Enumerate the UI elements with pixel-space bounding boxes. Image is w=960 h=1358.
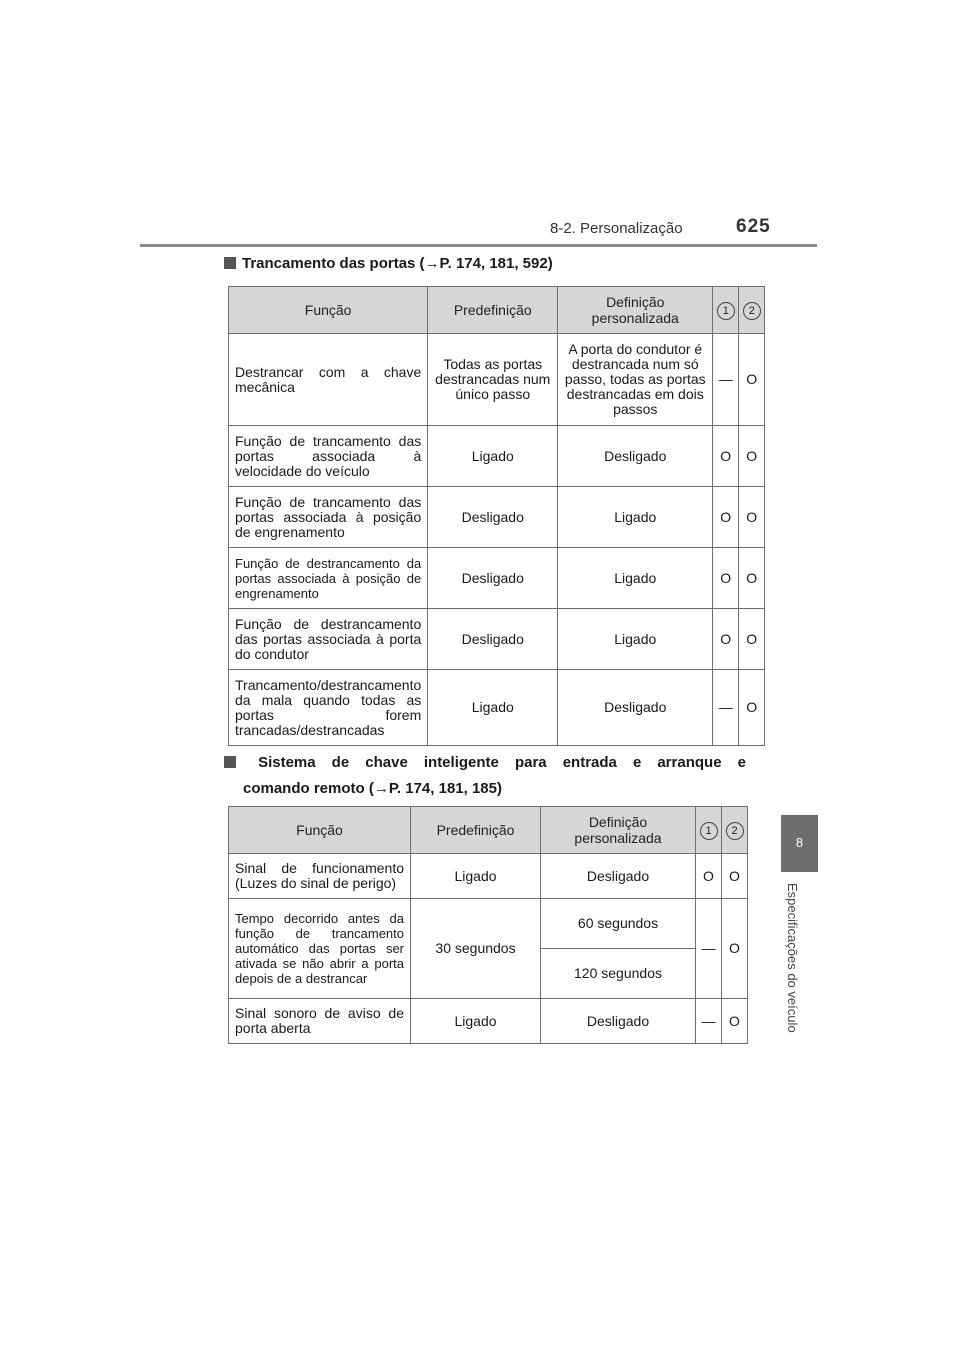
cell-col1: — (713, 670, 739, 746)
cell-col1: O (713, 548, 739, 609)
table-row (229, 609, 765, 670)
cell-definicao: 60 segundos (541, 899, 696, 949)
cell-col1: — (696, 899, 722, 999)
header-col2 (722, 807, 748, 854)
table-door-locking (228, 286, 765, 746)
cell-predefinicao: Desligado (428, 609, 558, 670)
title-word: inteligente (423, 754, 499, 771)
cell-funcao: Tempo decorrido antes da função de trancamento automático das portas ser ativada se não abrir a porta depois de a destrancar (229, 899, 411, 999)
cell-funcao: Sinal de funcionamento (Luzes do sinal de perigo) (229, 854, 411, 899)
cell-funcao: Sinal sonoro de aviso de porta aberta (229, 999, 411, 1044)
square-bullet-icon (224, 257, 236, 269)
cell-col2: O (739, 548, 765, 609)
chapter-label: Especificações do veículo (785, 883, 800, 1033)
cell-definicao: Ligado (558, 609, 713, 670)
cell-definicao: 120 segundos (541, 949, 696, 999)
circle-2-icon: 2 (743, 302, 761, 320)
section-title: 8-2. Personalização (550, 220, 683, 237)
cell-definicao: A porta do condutor é destrancada num só passo, todas as portas destrancadas em dois passos (558, 334, 713, 426)
cell-definicao: Ligado (558, 548, 713, 609)
cell-predefinicao: Desligado (428, 487, 558, 548)
table-row (229, 670, 765, 746)
cell-col1: — (696, 999, 722, 1044)
table-header-row (229, 287, 765, 334)
header-predefinicao: Predefinição (428, 287, 558, 334)
cell-predefinicao: Desligado (428, 548, 558, 609)
table-row (229, 999, 748, 1044)
header-predefinicao: Predefinição (411, 807, 541, 854)
cell-definicao: Desligado (541, 854, 696, 899)
cell-col2: O (739, 487, 765, 548)
header-definicao: Definição personalizada (558, 287, 713, 334)
section2-heading (224, 750, 746, 802)
cell-col1: O (696, 854, 722, 899)
cell-definicao: Desligado (558, 670, 713, 746)
cell-col2: O (722, 899, 748, 999)
header-funcao: Função (229, 287, 428, 334)
cell-definicao: Desligado (541, 999, 696, 1044)
header-divider (140, 244, 817, 247)
cell-predefinicao: Ligado (428, 670, 558, 746)
table-header-row (229, 807, 748, 854)
circle-2-icon: 2 (726, 822, 744, 840)
cell-col1: — (713, 334, 739, 426)
square-bullet-icon (224, 750, 242, 776)
chapter-tab (781, 815, 818, 872)
title-word: e (632, 754, 642, 771)
cell-col1: O (713, 487, 739, 548)
cell-predefinicao: Ligado (411, 999, 541, 1044)
title-word: e (737, 754, 746, 771)
title-word: para (514, 754, 547, 771)
title-word: chave (365, 754, 408, 771)
cell-funcao: Destrancar com a chave mecânica (229, 334, 428, 426)
cell-definicao: Desligado (558, 426, 713, 487)
header-col2 (739, 287, 765, 334)
title-word: de (331, 754, 350, 771)
circle-1-icon: 1 (717, 302, 735, 320)
table-smart-key (228, 806, 748, 1044)
cell-col2: O (722, 999, 748, 1044)
table-row (229, 426, 765, 487)
cell-col1: O (713, 609, 739, 670)
cell-funcao: Função de destrancamento da portas associada à posição de engrenamento (229, 548, 428, 609)
header-definicao: Definição personalizada (541, 807, 696, 854)
section1-title: Trancamento das portas (→P. 174, 181, 592) (242, 255, 553, 272)
cell-funcao: Função de destrancamento das portas associada à porta do condutor (229, 609, 428, 670)
section2-title-line2: comando remoto (→P. 174, 181, 185) (243, 780, 502, 797)
circle-1-icon: 1 (700, 822, 718, 840)
cell-definicao: Ligado (558, 487, 713, 548)
title-word: entrada (562, 754, 617, 771)
page-number: 625 (736, 216, 771, 237)
chapter-number: 8 (795, 835, 804, 850)
title-word: arranque (657, 754, 722, 771)
cell-col2: O (739, 609, 765, 670)
section1-heading (224, 255, 553, 272)
cell-col2: O (739, 334, 765, 426)
cell-predefinicao: 30 segundos (411, 899, 541, 999)
cell-col2: O (739, 426, 765, 487)
section2-title-line1 (224, 750, 746, 776)
table-row (229, 854, 748, 899)
cell-funcao: Função de trancamento das portas associada à velocidade do veículo (229, 426, 428, 487)
table-row (229, 899, 748, 949)
cell-col1: O (713, 426, 739, 487)
header-col1 (696, 807, 722, 854)
title-word: Sistema (258, 754, 316, 771)
cell-col2: O (722, 854, 748, 899)
header-col1 (713, 287, 739, 334)
header-funcao: Função (229, 807, 411, 854)
cell-funcao: Trancamento/destrancamento da mala quando todas as portas forem trancadas/destrancadas (229, 670, 428, 746)
table-row (229, 548, 765, 609)
cell-predefinicao: Todas as portas destrancadas num único passo (428, 334, 558, 426)
cell-funcao: Função de trancamento das portas associada à posição de engrenamento (229, 487, 428, 548)
table-row (229, 334, 765, 426)
cell-col2: O (739, 670, 765, 746)
cell-predefinicao: Ligado (428, 426, 558, 487)
table-row (229, 487, 765, 548)
cell-predefinicao: Ligado (411, 854, 541, 899)
